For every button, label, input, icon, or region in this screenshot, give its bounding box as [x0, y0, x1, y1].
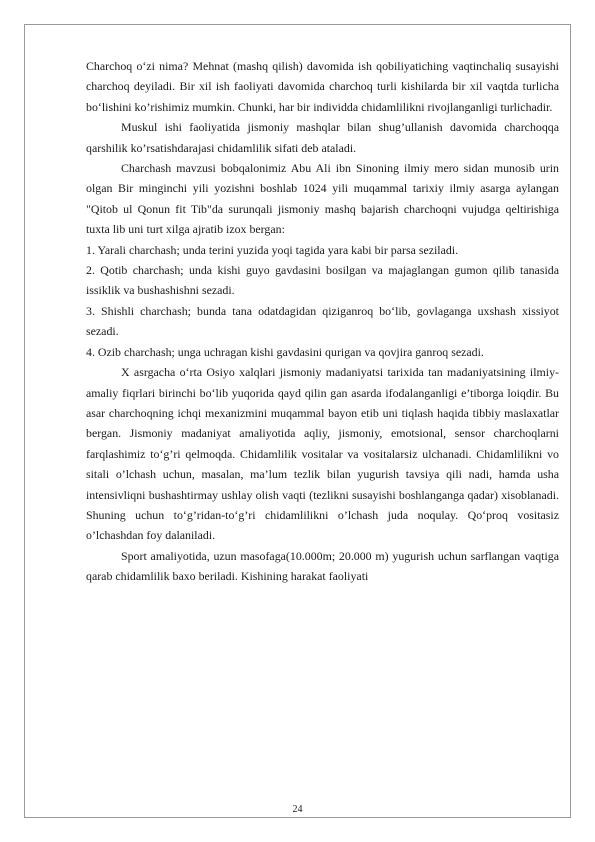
paragraph-1: Charchoq o‘zi nima? Mehnat (mashq qilish) davomida ish qobiliyatiching vaqtinchaliq susayishi charchoq deyiladi. Bir xil ish faoliyati davomida charchoq turli kishilarda bir xil vaqtda turlicha bo‘lishini ko’rishimiz mumkin. Chunki, har bir individda chidamlilikni rivojlanganligi turlichadir. [86, 59, 559, 114]
paragraph-2: Muskul ishi faoliyatida jismoniy mashqlar bilan shug’ullanish davomida charchoqqa qarshilik ko’rsatishdarajasi chidamlilik sifati deb ataladi. [86, 120, 559, 155]
page-number: 24 [292, 804, 303, 815]
paragraph-5: Sport amaliyotida, uzun masofaga(10.000m; 20.000 m) yugurish uchun sarflangan vaqtiga qarab chidamlilik baxo beriladi. Kishining harakat faoliyati [86, 548, 559, 584]
list-item-3: 3. Shishli charchash; bunda tana odatdagidan qiziganroq bo‘lib, govlaganga uxshash xissiyot sezadi. [86, 303, 559, 339]
list-item-4: 4. Ozib charchash; unga uchragan kishi gavdasini qurigan va qovjira ganroq sezadi. [86, 344, 484, 359]
paragraph-4: X asrgacha o‘rta Osiyo xalqlari jismoniy madaniyatsi tarixida tan madaniyatsining ilmiy-amaliy fiqrlari birinchi bo‘lib yuqorida qayd qilin gan asarda ifodalanganligi e’tiborga loiqdir. Bu asar charchoqning ichqi mexanizmini muqammal bayon etib uni tiqlash haqida tibbiy maslaxatlar bergan. Jismoniy madaniyat amaliyotida aqliy, jismoniy, emotsional, sensor charchoqlarni farqlashimiz to‘g’ri qelmoqda. Chidamlilik vositalar va vositalarsiz ulchanadi. Chidamlilikni vo sitali o’lchash uchun, masalan, ma’lum tezlik bilan yugurish tavsiya qili nadi, hamda usha intensivliqni bushashtirmay ushlay olish vaqti (tezlikni susayishi boshlanganga qadar) xisoblanadi. Shuning uchun to‘g’ridan-to‘g’ri chidamlilikni o’lchash juda noqulay. Qo‘proq vositasiz o’lchashdan foy dalaniladi. [86, 365, 559, 543]
list-item-1: 1. Yarali charchash; unda terini yuzida yoqi tagida yara kabi bir parsa seziladi. [86, 242, 459, 257]
page-frame [24, 24, 571, 818]
paragraph-3: Charchash mavzusi bobqalonimiz Abu Ali ibn Sinoning ilmiy mero sidan munosib urin olgan Bir minginchi yili yozishni boshlab 1024 yili muqammal tarixiy ilmiy asarga aylangan "Qitob ul Qonun fit Tib"da surunqali jismoniy mashq bajarish charchoqni vujudga qeltirishiga tuxta lib uni turt xilga ajratib izox bergan: [86, 161, 559, 237]
document-body [86, 56, 559, 587]
list-item-2: 2. Qotib charchash; unda kishi guyo gavdasini bosilgan va majaglangan gumon qilib tanasida issiklik va bushashishni sezadi. [86, 263, 559, 298]
